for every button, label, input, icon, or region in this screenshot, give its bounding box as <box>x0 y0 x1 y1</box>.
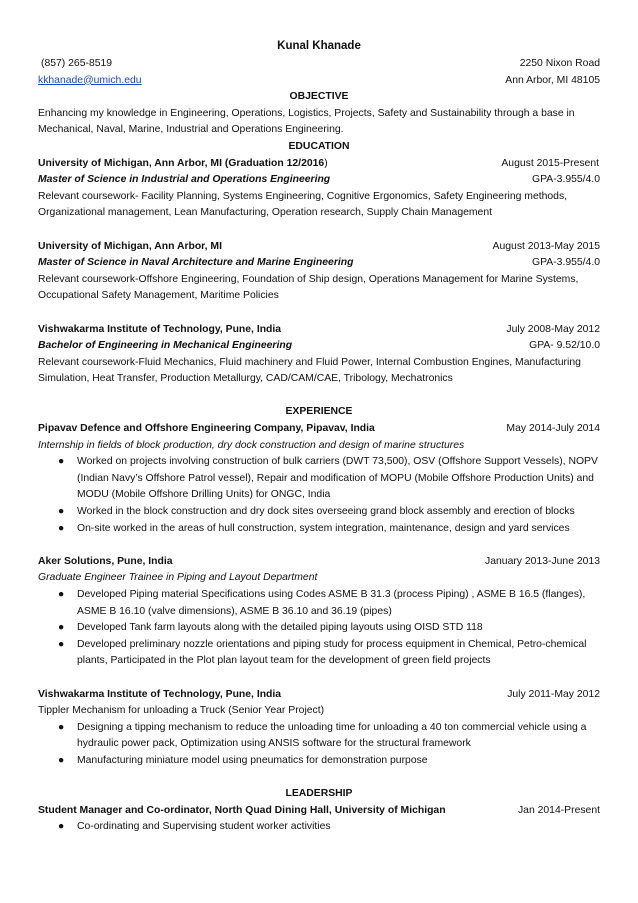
resume-page <box>38 38 600 836</box>
bullet-icon: ● <box>58 638 65 650</box>
education-date: July 2008-May 2012 <box>506 323 600 335</box>
degree: Bachelor of Engineering in Mechanical Engineering <box>38 340 293 352</box>
bullet-list <box>38 720 600 770</box>
phone: (857) 265-8519 <box>41 58 113 69</box>
bullet-icon: ● <box>58 506 65 518</box>
degree: Master of Science in Naval Architecture and Marine Engineering <box>38 257 354 269</box>
bullet-icon: ● <box>58 456 65 468</box>
gpa: GPA-3.955/4.0 <box>532 257 600 269</box>
experience-date: July 2011-May 2012 <box>507 688 600 700</box>
role-title: Internship in fields of block production, dry dock construction and design of marine structures <box>38 439 465 451</box>
bullet-icon: ● <box>58 721 65 733</box>
objective-heading: OBJECTIVE <box>289 91 349 103</box>
role-title: Tippler Mechanism for unloading a Truck (Senior Year Project) <box>38 705 325 717</box>
leadership-date: Jan 2014-Present <box>517 804 600 816</box>
experience-date: May 2014-July 2014 <box>506 423 600 435</box>
organization: Pipavav Defence and Offshore Engineering Company, Pipavav, India <box>38 423 375 435</box>
education-entry <box>38 322 600 388</box>
bullet-item: ● Developed Piping material Specifications using Codes ASME B 31.3 (process Piping) , ASME B 16.5 (flanges), ASME B 16.10 (valve dimensions), ASME B 36.10 and 36.19 (pipes) <box>58 589 586 617</box>
school-name: University of Michigan, Ann Arbor, MI <box>38 240 222 252</box>
education-heading: EDUCATION <box>288 140 350 152</box>
bullet-item: ● Worked on projects involving construction of bulk carriers (DWT 73,500), OSV (Offshore Support Vessels), NOPV (Indian Navy’s Offshore Patrol vessel), Repair and modification of MOPU (Mobile Offshore Production Units) and MODU (Mobile Offshore Drilling Units) for ONGC, India <box>58 456 598 501</box>
role-title: Graduate Engineer Trainee in Piping and Layout Department <box>38 572 318 584</box>
candidate-name: Kunal Khanade <box>277 40 361 52</box>
school-name: University of Michigan, Ann Arbor, MI (Graduation 12/2016 <box>38 157 325 169</box>
experience-entry <box>38 554 600 670</box>
education-date: August 2015-Present <box>501 157 599 169</box>
school-name: Vishwakarma Institute of Technology, Pune, India <box>38 323 282 335</box>
gpa: GPA- 9.52/10.0 <box>529 340 600 352</box>
bullet-item: ● Designing a tipping mechanism to reduce the unloading time for unloading a 40 ton commercial vehicle using a hydraulic power pack, Optimization using ANSIS software for the structural framework <box>58 721 587 750</box>
contact-row-2 <box>38 73 600 90</box>
objective-text: Enhancing my knowledge in Engineering, Operations, Logistics, Projects, Safety and Sustainability through a base in Mechanical, Naval, Marine, Industrial and Operations Engineering. <box>38 107 575 136</box>
experience-heading: EXPERIENCE <box>285 406 353 418</box>
coursework: Relevant coursework-Fluid Mechanics, Fluid machinery and Fluid Power, Internal Combustion Engines, Manufacturing Simulation, Heat Transfer, Production Metallurgy, CAD/CAM/CAE, Tribology, Mechatronics <box>38 356 581 385</box>
education-entry <box>38 156 600 222</box>
bullet-list <box>38 587 600 670</box>
bullet-item: ● Co-ordinating and Supervising student worker activities <box>38 819 600 836</box>
coursework: Relevant coursework-Offshore Engineering, Foundation of Ship design, Operations Management for Marine Systems, Occupational Safety Management, Maritime Policies <box>38 273 579 302</box>
bullet-item: ● Developed Tank farm layouts along with the detailed piping layouts using OISD STD 118 <box>38 620 600 637</box>
bullet-icon: ● <box>58 754 65 766</box>
bullet-item: ● Worked in the block construction and dry dock sites overseeing grand block assembly and erection of blocks <box>38 504 600 521</box>
experience-entry <box>38 421 600 537</box>
degree: Master of Science in Industrial and Operations Engineering <box>38 174 331 186</box>
bullet-item: ● Manufacturing miniature model using pneumatics for demonstration purpose <box>38 753 600 770</box>
coursework: Relevant coursework- Facility Planning, Systems Engineering, Cognitive Ergonomics, Safety Engineering methods, Organizational management, Lean Manufacturing, Operation research, Supply Chain Management <box>38 190 568 219</box>
bullet-icon: ● <box>58 821 65 833</box>
experience-date: January 2013-June 2013 <box>485 555 600 567</box>
bullet-icon: ● <box>58 622 65 634</box>
bullet-icon: ● <box>58 589 65 600</box>
education-entry <box>38 239 600 305</box>
experience-entry <box>38 687 600 770</box>
address-street: 2250 Nixon Road <box>519 58 600 69</box>
email-link[interactable]: kkhanade@umich.edu <box>38 74 142 86</box>
bullet-item: ● On-site worked in the areas of hull construction, system integration, maintenance, design and yard services <box>38 521 600 538</box>
school-name-tail: ) <box>324 157 328 169</box>
bullet-list <box>38 454 600 537</box>
organization: Vishwakarma Institute of Technology, Pune, India <box>38 688 282 700</box>
organization: Aker Solutions, Pune, India <box>38 555 173 567</box>
leadership-entry <box>38 803 600 836</box>
bullet-item: ● Developed preliminary nozzle orientations and piping study for process equipment in Chemical, Petro-chemical plants, Participated in the Plot plan layout team for the development of green field projects <box>58 638 587 667</box>
gpa: GPA-3.955/4.0 <box>532 174 600 186</box>
bullet-list <box>38 819 600 836</box>
leadership-heading: LEADERSHIP <box>285 788 353 800</box>
contact-row-1 <box>38 56 600 73</box>
education-date: August 2013-May 2015 <box>492 240 600 252</box>
bullet-icon: ● <box>58 522 65 534</box>
organization: Student Manager and Co-ordinator, North Quad Dining Hall, University of Michigan <box>38 804 446 816</box>
address-city: Ann Arbor, MI 48105 <box>505 74 600 86</box>
